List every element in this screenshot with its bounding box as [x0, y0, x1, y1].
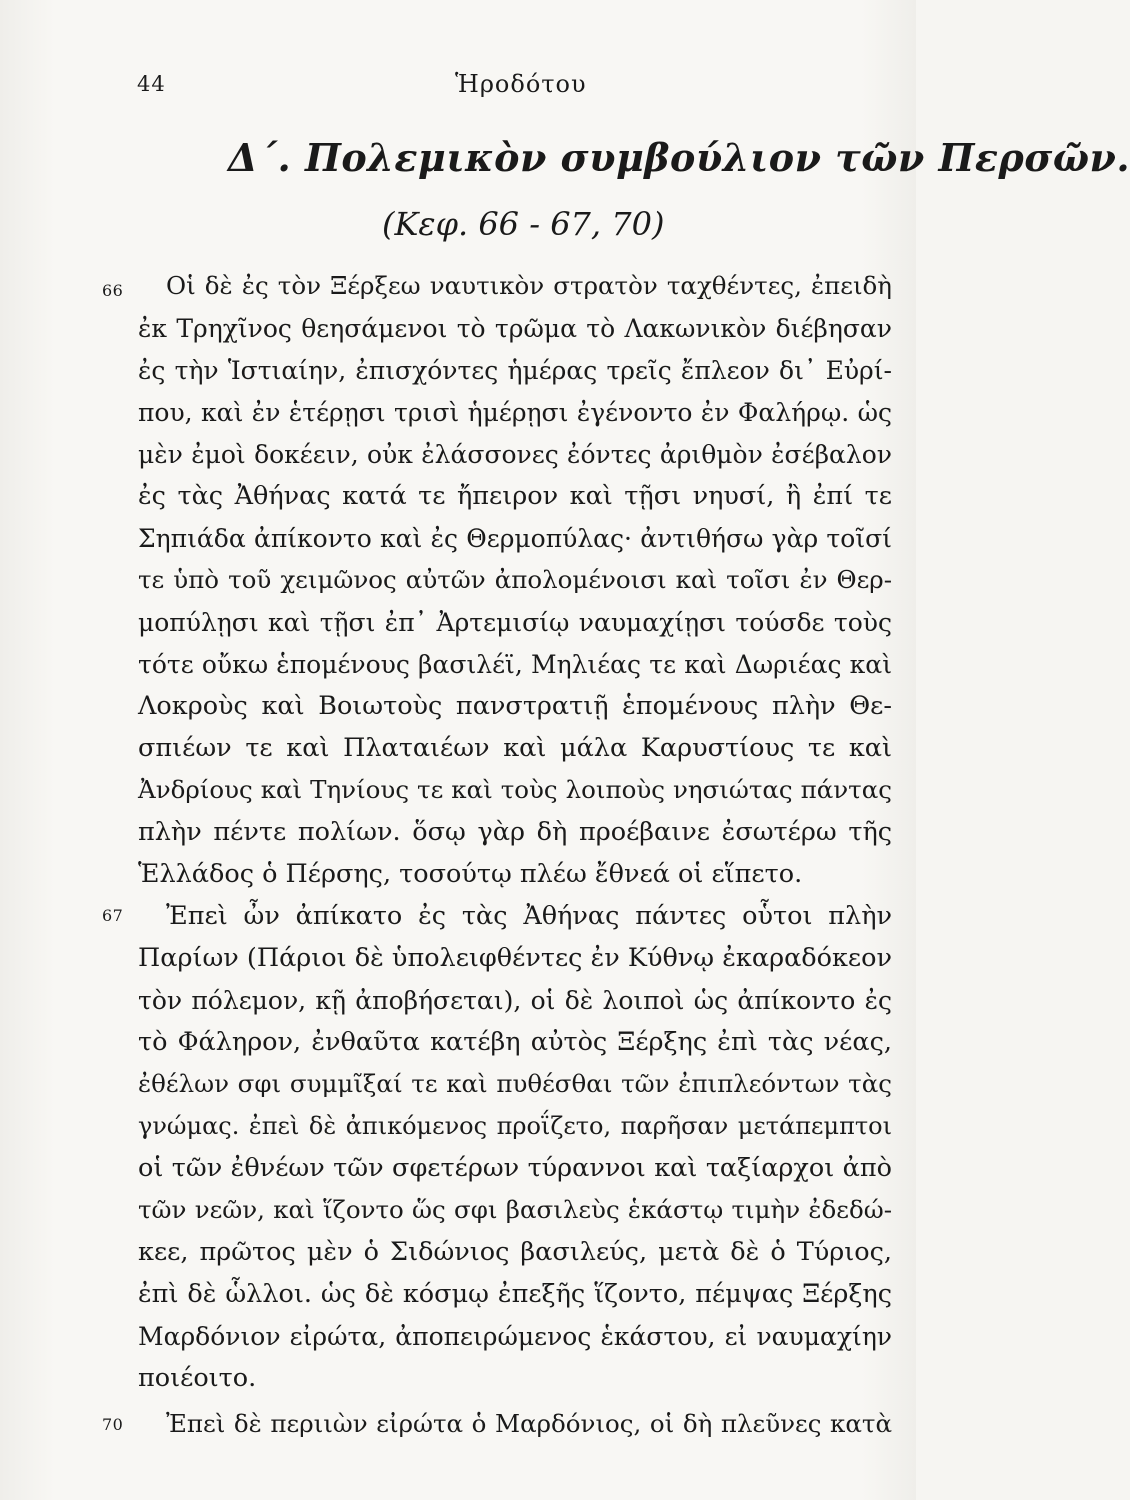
- text-line: τὸ Φάληρον, ἐνθαῦτα κατέβη αὐτὸς Ξέρξης ἐπὶ τὰς νέας,: [138, 1027, 892, 1057]
- text-line: τὸν πόλεμον, κῇ ἀποβήσεται), οἱ δὲ λοιποὶ ὡς ἀπίκοντο ἐς: [138, 986, 892, 1015]
- text-line: Λοκροὺς καὶ Βοιωτοὺς πανστρατιῇ ἑπομένους πλὴν Θε-: [138, 691, 892, 721]
- text-line: Ἐπεὶ ὦν ἀπίκατο ἐς τὰς Ἀθήνας πάντες οὗτοι πλὴν: [166, 901, 892, 931]
- text-line: ἐκ Τρηχῖνος θεησάμενοι τὸ τρῶμα τὸ Λακωνικὸν διέβησαν: [138, 314, 892, 343]
- text-line: πλὴν πέντε πολίων. ὅσῳ γὰρ δὴ προέβαινε ἐσωτέρω τῆς: [138, 817, 892, 847]
- text-line: κεε, πρῶτος μὲν ὁ Σιδώνιος βασιλεύς, μετὰ δὲ ὁ Τύριος,: [138, 1237, 892, 1267]
- chapter-reference: (Κεφ. 66 - 67, 70): [382, 205, 665, 243]
- text-line: Οἱ δὲ ἐς τὸν Ξέρξεω ναυτικὸν στρατὸν ταχθέντες, ἐπειδὴ: [166, 271, 892, 300]
- text-line: οἱ τῶν ἐθνέων τῶν σφετέρων τύραννοι καὶ ταξίαρχοι ἀπὸ: [138, 1153, 892, 1183]
- paragraph-number: 67: [102, 906, 124, 925]
- text-line: ἐς τὰς Ἀθήνας κατά τε ἤπειρον καὶ τῇσι νηυσί, ἢ ἐπί τε: [138, 481, 892, 511]
- text-line: τε ὑπὸ τοῦ χειμῶνος αὐτῶν ἀπολομένοισι καὶ τοῖσι ἐν Θερ-: [138, 565, 892, 594]
- text-line: που, καὶ ἐν ἑτέρῃσι τρισὶ ἡμέρῃσι ἐγένοντο ἐν Φαλήρῳ. ὡς: [138, 398, 892, 427]
- text-line: μὲν ἐμοὶ δοκέειν, οὐκ ἐλάσσονες ἐόντες ἀριθμὸν ἐσέβαλον: [138, 440, 892, 469]
- text-line: μοπύλῃσι καὶ τῇσι ἐπ᾿ Ἀρτεμισίῳ ναυμαχίῃσι τούσδε τοὺς: [138, 608, 892, 637]
- text-line: τῶν νεῶν, καὶ ἵζοντο ὥς σφι βασιλεὺς ἑκάστῳ τιμὴν ἐδεδώ-: [138, 1195, 892, 1224]
- text-line: τότε οὔκω ἑπομένους βασιλέϊ, Μηλιέας τε καὶ Δωριέας καὶ: [138, 650, 892, 679]
- text-line: Ἀνδρίους καὶ Τηνίους τε καὶ τοὺς λοιποὺς νησιώτας πάντας: [138, 775, 892, 804]
- text-line: Παρίων (Πάριοι δὲ ὑπολειφθέντες ἐν Κύθνῳ ἐκαραδόκεον: [138, 943, 892, 973]
- text-line: Ἐπεὶ δὲ περιιὼν εἰρώτα ὁ Μαρδόνιος, οἱ δὴ πλεῦνες κατὰ: [166, 1409, 892, 1438]
- text-line: Σηπιάδα ἀπίκοντο καὶ ἐς Θερμοπύλας· ἀντιθήσω γὰρ τοῖσί: [138, 524, 892, 553]
- paragraph-number: 70: [102, 1415, 124, 1434]
- text-line: ἐπὶ δὲ ὧλλοι. ὡς δὲ κόσμῳ ἐπεξῆς ἵζοντο, πέμψας Ξέρξης: [138, 1279, 892, 1309]
- text-line: γνώμας. ἐπεὶ δὲ ἀπικόμενος προΐζετο, παρῆσαν μετάπεμπτοι: [138, 1112, 892, 1140]
- text-line: Ἑλλάδος ὁ Πέρσης, τοσούτῳ πλέω ἔθνεά οἱ εἵπετο.: [138, 859, 803, 889]
- text-line: Μαρδόνιον εἰρώτα, ἀποπειρώμενος ἑκάστου, εἰ ναυμαχίην: [138, 1322, 892, 1351]
- text-line: ἐς τὴν Ἱστιαίην, ἐπισχόντες ἡμέρας τρεῖς ἔπλεον δι᾿ Εὐρί-: [138, 356, 892, 385]
- text-line: ποιέοιτο.: [138, 1363, 257, 1393]
- paragraph-number: 66: [102, 281, 124, 300]
- running-head: Ἡροδότου: [455, 70, 587, 98]
- page-number: 44: [137, 72, 166, 96]
- text-line: σπιέων τε καὶ Πλαταιέων καὶ μάλα Καρυστίους τε καὶ: [138, 733, 892, 763]
- section-title: Δ΄. Πολεμικὸν συμβούλιον τῶν Περσῶν.: [228, 135, 1130, 180]
- text-line: ἐθέλων σφι συμμῖξαί τε καὶ πυθέσθαι τῶν ἐπιπλεόντων τὰς: [138, 1069, 892, 1098]
